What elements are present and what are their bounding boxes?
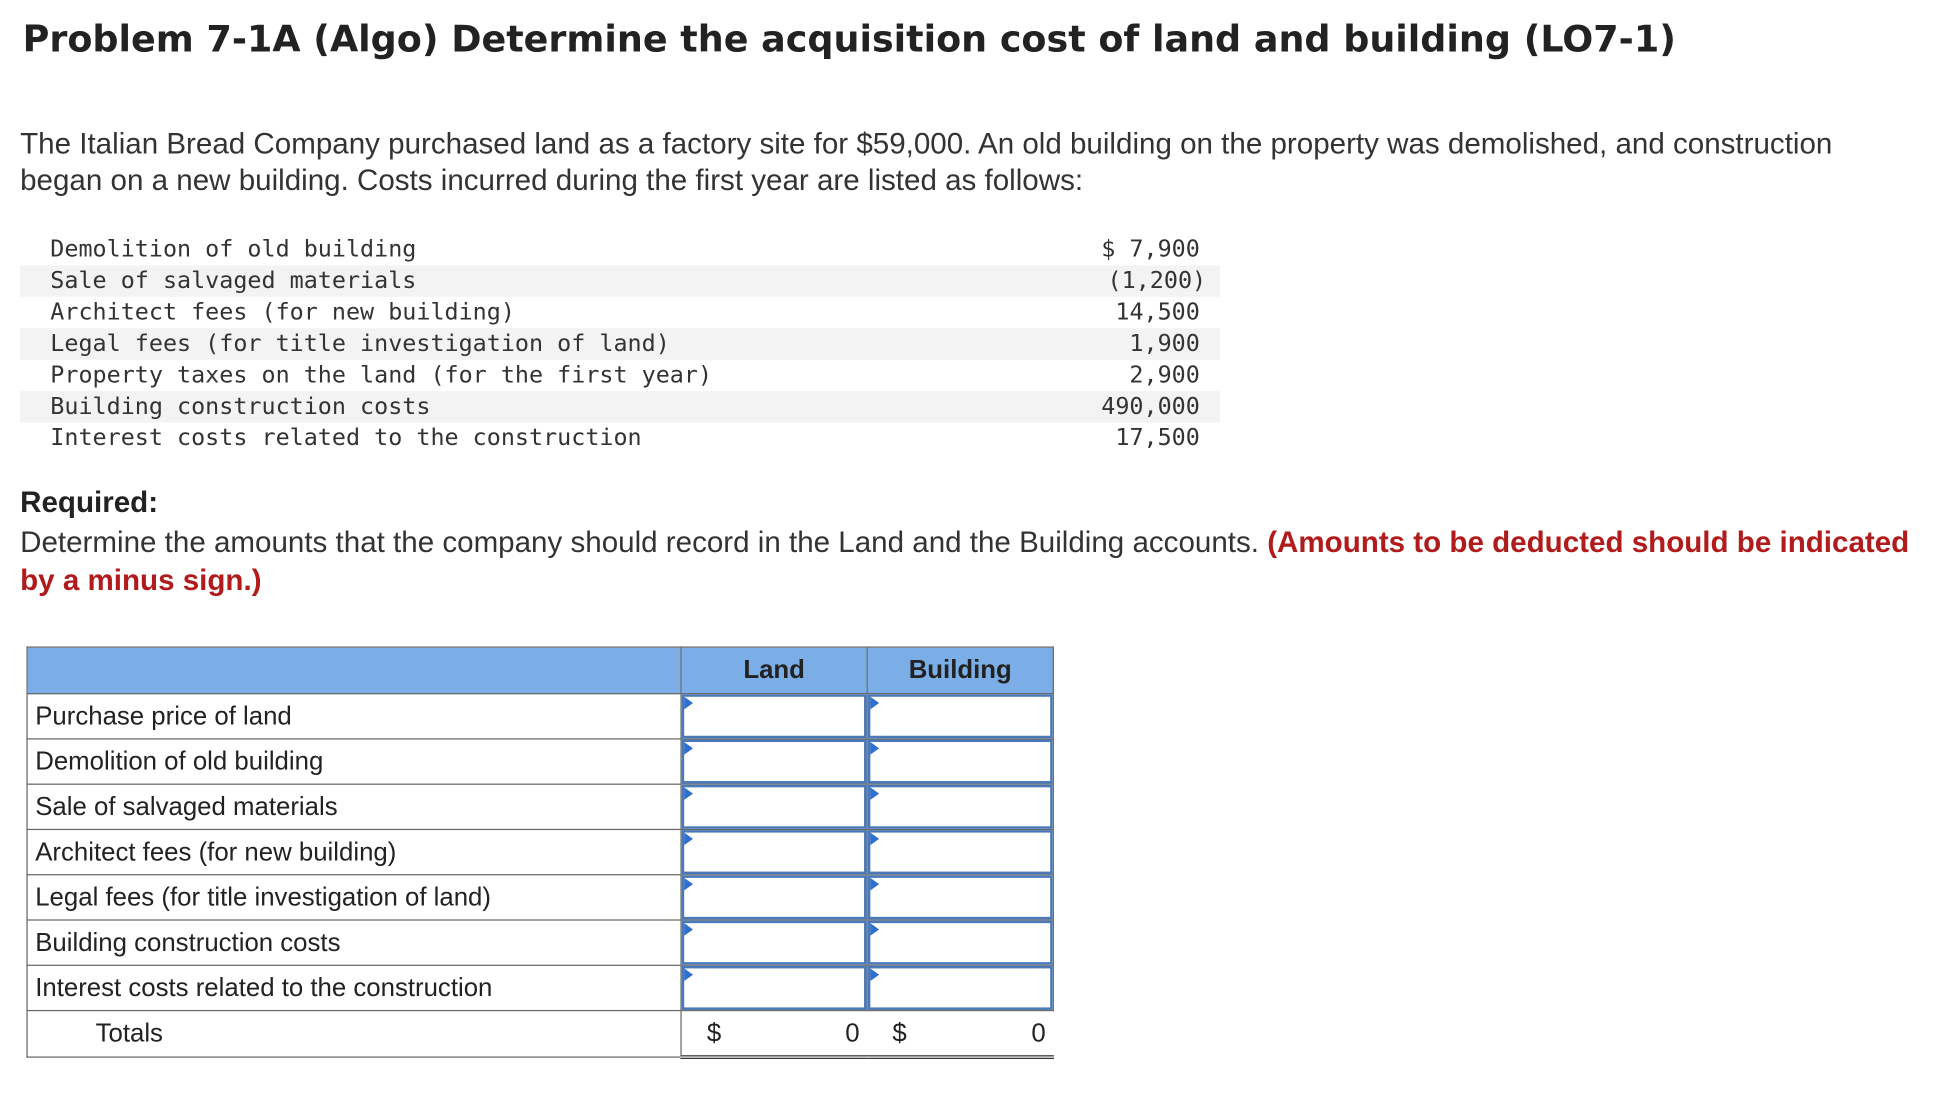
cost-label: Architect fees (for new building) [50,299,515,326]
cost-amount: 17,500 [1115,425,1200,452]
building-cell [867,875,1053,920]
table-row [27,829,1053,874]
cost-label: Property taxes on the land (for the first year) [50,362,713,389]
building-input[interactable] [868,694,1053,738]
cost-row [20,234,1220,265]
required-heading: Required: [20,485,159,519]
building-cell [867,694,1053,739]
answer-table [26,646,1054,1059]
land-input[interactable] [682,966,867,1010]
totals-row [27,1011,1053,1058]
building-input[interactable] [868,875,1053,919]
cell-flag-icon [684,878,693,891]
land-cell [681,739,867,784]
cell-flag-icon [870,787,879,800]
cost-label: Building construction costs [50,393,431,421]
currency-symbol: $ [892,1018,907,1048]
cost-row [20,391,1220,422]
cost-label: Demolition of old building [50,236,417,263]
cell-flag-icon [684,697,693,710]
land-input[interactable] [682,740,867,784]
cost-row [20,297,1220,328]
cost-amount: 14,500 [1115,299,1200,326]
building-total: 0 [1031,1018,1046,1048]
row-label: Architect fees (for new building) [27,829,681,874]
header-blank [27,647,681,694]
building-input[interactable] [868,785,1053,829]
currency-symbol: $ [706,1018,722,1048]
cost-label: Interest costs related to the construction [50,425,642,452]
row-label: Interest costs related to the construction [27,965,681,1010]
row-label: Sale of salvaged materials [27,784,681,829]
table-row [27,875,1053,920]
table-row [27,739,1053,784]
building-total-cell [867,1011,1053,1058]
land-cell [681,784,867,829]
cell-flag-icon [870,968,879,981]
land-total: 0 [845,1018,860,1048]
cell-flag-icon [870,923,879,936]
cell-flag-icon [870,697,879,710]
building-cell [867,920,1053,965]
land-input[interactable] [682,921,867,965]
building-cell [867,829,1053,874]
row-label: Building construction costs [27,920,681,965]
land-input[interactable] [682,785,867,829]
instructions [20,523,1919,598]
header-building: Building [867,647,1053,694]
table-row [27,694,1053,739]
building-cell [867,739,1053,784]
cost-row [20,265,1220,296]
building-input[interactable] [868,966,1053,1010]
row-label: Demolition of old building [27,739,681,784]
row-label: Purchase price of land [27,694,681,739]
cost-amount: 1,900 [1129,330,1200,358]
land-cell [681,965,867,1010]
instructions-note: (Amounts to be deducted should be indicated by a minus sign.) [20,525,1910,597]
row-label: Legal fees (for title investigation of land) [27,875,681,920]
cell-flag-icon [684,923,693,936]
land-cell [681,694,867,739]
cell-flag-icon [684,968,693,981]
cost-row [20,360,1220,391]
building-input[interactable] [868,830,1053,874]
table-row [27,784,1053,829]
cost-amount: (1,200) [1107,267,1207,295]
cost-amount: $ 7,900 [1101,236,1200,263]
building-cell [867,965,1053,1010]
cell-flag-icon [684,742,693,755]
cell-flag-icon [870,742,879,755]
land-cell [681,829,867,874]
land-input[interactable] [682,875,867,919]
land-input[interactable] [682,694,867,738]
cell-flag-icon [684,833,693,846]
building-cell [867,784,1053,829]
table-header-row [27,647,1053,694]
cost-amount: 2,900 [1129,362,1200,389]
cost-row [20,423,1220,454]
cost-amount: 490,000 [1101,393,1200,421]
cell-flag-icon [870,833,879,846]
totals-label: Totals [27,1011,681,1058]
table-row [27,965,1053,1010]
cost-row [20,328,1220,359]
cost-label: Legal fees (for title investigation of land) [50,330,670,358]
instructions-text: Determine the amounts that the company should record in the Land and the Building accounts. [20,525,1268,559]
cost-list [20,234,1220,454]
land-input[interactable] [682,830,867,874]
land-total-cell [681,1011,867,1058]
land-cell [681,920,867,965]
cell-flag-icon [684,787,693,800]
header-land: Land [681,647,867,694]
building-input[interactable] [868,740,1053,784]
problem-intro: The Italian Bread Company purchased land as a factory site for $59,000. An old building on the property was demolished, and construction began on a new building. Costs incurred during the first year are listed as follows: [20,127,1833,197]
table-row [27,920,1053,965]
cell-flag-icon [870,878,879,891]
cost-label: Sale of salvaged materials [50,267,417,295]
problem-title: Problem 7-1A (Algo) Determine the acquisition cost of land and building (LO7-1) [22,17,1676,61]
land-cell [681,875,867,920]
building-input[interactable] [868,921,1053,965]
